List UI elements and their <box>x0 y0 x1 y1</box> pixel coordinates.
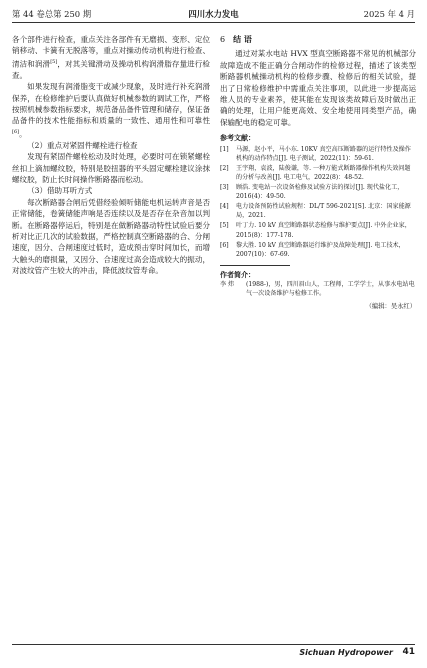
left-column <box>12 34 210 277</box>
right-column <box>220 34 416 313</box>
paragraph-1: 各个部件进行检查，重点关注各部件有无磨损、变形、定位销移动、卡簧有无脱落等，重点对操动传动机构进行检查、清洁和润滑[5]，对其关键滑动及操动机构润滑脂存量进行检查。 <box>12 35 210 80</box>
page-header <box>12 6 415 23</box>
section-number: 6 <box>220 35 226 44</box>
page-footer <box>12 644 415 659</box>
conclusion-paragraph: 通过对某水电站 HVX 型真空断路器不常见的机械部分故障造成不能正确分合闸动作的检修过程，描述了该类型断路器机械操动机构的检修步骤、检修后的相关试验，提出了日常检修维护中需重点关注事项，以此进一步提高运维人员的专业素养，使其能在发现该类故障后及时做出正确的处理，让用户能更高效、安全地使用同类型产品，确保输配电的稳定可靠。 <box>220 49 416 127</box>
paragraph-4: 每次断路器合闸后凭借经验倾听储能电机运转声音是否正常储能，卷簧储能声响是否连续以及是否存在杂音加以判断。在断路器停运后，特别是在做断路器动特性试验后要分析对比正几次的试验数据，严格控制真空断路器的合、分闸速度，因分、合闸速度过低时，造成预击穿时间加长，而增大触头的磨损量，又因分、合速度过高会造成较大的振动，对波纹管产生较大的冲击，降低波纹管寿命。 <box>12 197 210 276</box>
divider <box>220 265 290 266</box>
citation: [6] <box>12 128 20 135</box>
reference-item: [6] 黎大胜. 10 kV 真空断路器运行维护及故障处理[J]. 电工技术，2007(10)：67-69. <box>220 241 405 258</box>
publication-date: 2025 年 4 月 <box>363 9 415 19</box>
journal-english-name: Sichuan Hydropower <box>299 648 393 657</box>
author-bio <box>220 280 416 298</box>
journal-name: 四川水力发电 <box>188 9 239 19</box>
section-title: 结 语 <box>233 34 252 44</box>
editor-note: （编辑：吴永红） <box>365 303 416 311</box>
reference-item: [1] 马源，赵小平，马小东. 10KV 真空高压断路器的运行特性及操作机构的动作特点[J]. 电子测试，2022(11)：59-61. <box>220 145 411 162</box>
subheading-3: （3）借助耳听方式 <box>27 186 93 196</box>
paragraph-2: 如果发现有润滑脂变干或减少现象，及时进行补充润滑保养，在检修维护后要认真做好机械参数的调试工作，严格按照机械参数指标要求，规范备品备件管理和储存，保证备品备件的技术性能指标和质量的一致性、通用性和可靠性[6]。 <box>12 82 210 139</box>
reference-item: [3] 顾浩. 变电站一次设备检修及试验方法的探讨[J]. 现代盐化工，2016(4)：49-50. <box>220 184 404 201</box>
citation: [5] <box>50 58 58 65</box>
reference-item: [5] 叶丁力. 10 kV 真空断路器状态检修与维护要点[J]. 中外企业家，2015(8)：177-178. <box>220 222 411 239</box>
reference-item: [4] 电力设备预防性试验规程：DL/T 596-2021[S]. 北京：国家能源局，2021. <box>220 203 411 220</box>
reference-list <box>220 145 416 259</box>
paragraph-3: 发现有紧固件螺栓松动及时处理，必要时可在锁紧螺栓丝扣上滴加螺纹胶，特别是胶扭器的平头固定螺栓建议涂抹螺纹胶，防止长时间操作断路器而松动。 <box>12 152 210 184</box>
section-heading <box>220 34 416 45</box>
author-name: 李 炜 <box>220 281 235 289</box>
references-heading: 参考文献： <box>220 133 255 143</box>
issue-info: 第 44 卷总第 250 期 <box>12 9 92 19</box>
page-number: 41 <box>402 647 415 657</box>
reference-item: [2] 王宇翔，袁波，陆俊谦，等. 一种万能式断路器操作机构失效问题的分析与改善[J]. 电工电气，2022(8)：48-52. <box>220 164 411 181</box>
subheading-2: （2）重点对紧固件螺栓进行检查 <box>27 140 138 150</box>
author-description: (1988-)，男，四川眉山人，工程师，工学学士，从事水电站电气一次设备维护与检修工作。 <box>246 281 415 298</box>
author-heading: 作者简介： <box>220 269 255 279</box>
